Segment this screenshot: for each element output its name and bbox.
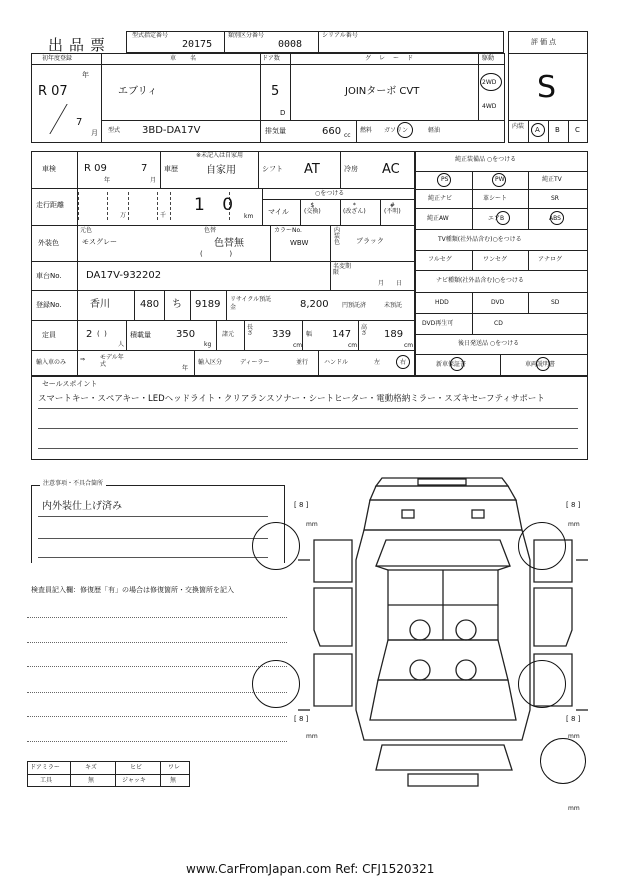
drive-2wd: 2WD xyxy=(482,79,497,86)
class-no-label: 類別区分番号 xyxy=(228,32,265,39)
equip-tv: 純正TV xyxy=(542,176,562,183)
model-year-label: モデル年式 xyxy=(100,354,124,369)
capacity: 2 xyxy=(86,329,93,340)
model-year-unit: 年 xyxy=(182,365,189,372)
mile-label: マイル xyxy=(268,208,289,216)
cm-unit-2: cm xyxy=(348,342,358,349)
inspector-label: 検査員記入欄：修復歴「有」の場合は修復箇所・交換箇所を記入 xyxy=(31,586,234,594)
ext-color-label: 外装色 xyxy=(38,239,59,247)
caution-text: 内外装仕上げ済み xyxy=(42,501,122,512)
reg-area: 香川 xyxy=(90,299,110,310)
insp-year: R 09 xyxy=(84,163,107,174)
usage-note: ※未記入は自家用 xyxy=(196,152,244,159)
cm-unit-3: cm xyxy=(404,342,414,349)
ac: AC xyxy=(382,162,400,177)
insp-month: 7 xyxy=(141,163,148,174)
import-parallel: 並行 xyxy=(296,359,309,366)
width-label: 幅 xyxy=(306,331,313,338)
nav-cd: CD xyxy=(494,320,503,327)
equip-leather: 革シート xyxy=(483,195,508,202)
handle-right: 右 xyxy=(400,359,407,366)
tire-rl-value: 8 xyxy=(298,715,304,723)
equip-aw: 純正AW xyxy=(427,215,449,222)
equip-navi: 純正ナビ xyxy=(428,195,453,202)
displacement-label: 排気量 xyxy=(265,127,286,135)
reg-kana: ち xyxy=(172,299,182,310)
legend-v3: 無 xyxy=(170,777,177,784)
capacity-label: 定員 xyxy=(42,331,56,339)
tire-fl-icon xyxy=(252,522,300,570)
door-type: D xyxy=(280,109,286,117)
footer-ref[interactable]: www.CarFromJapan.com Ref: CFJ1520321 xyxy=(186,862,435,876)
year-unit: 年 xyxy=(82,71,89,79)
fuel-diesel: 軽油 xyxy=(428,127,441,134)
sen-unit: 千 xyxy=(160,212,167,219)
tampered-label: * (改ざん) xyxy=(343,202,366,215)
handle-label: ハンドル xyxy=(324,359,349,366)
tire-rr-value: 8 xyxy=(570,715,576,723)
usage: 自家用 xyxy=(206,165,236,176)
man-unit: 万 xyxy=(120,212,127,219)
month-unit: 月 xyxy=(91,129,98,137)
doors: 5 xyxy=(271,84,280,99)
insp-month-unit: 月 xyxy=(150,177,157,184)
equip-airbag: エアB xyxy=(488,215,505,222)
car-name-label: 車名 xyxy=(170,55,211,62)
fuel-gasoline: ガソリン xyxy=(384,127,409,134)
legend-h3: ワレ xyxy=(168,764,181,771)
tire-fr-depth: [ 8 ] xyxy=(566,501,581,509)
doc-manual-circle xyxy=(536,357,550,371)
color-no-label: カラーNo. xyxy=(274,227,302,234)
handle-right-circle xyxy=(396,355,410,369)
equip-sr: SR xyxy=(551,195,559,202)
door-label: ドア数 xyxy=(262,55,280,62)
grade: JOINターボ CVT xyxy=(345,86,420,97)
insp-year-unit: 年 xyxy=(104,177,111,184)
tire-spare-mm: mm xyxy=(568,805,580,812)
tire-rl-mm: mm xyxy=(306,733,318,740)
tire-fl-value: 8 xyxy=(298,501,304,509)
legend-v0: 工具 xyxy=(40,777,53,784)
person-unit: 人 xyxy=(118,341,125,348)
fuel-label: 燃料 xyxy=(360,127,373,134)
class-no: 0008 xyxy=(278,39,303,50)
caution-box xyxy=(31,485,285,563)
color-no: WBW xyxy=(290,239,309,247)
tire-rl-icon xyxy=(252,660,300,708)
eval-score: S xyxy=(537,70,557,105)
tire-rl-depth: [ 8 ] xyxy=(294,715,309,723)
tire-rr-depth: [ 8 ] xyxy=(566,715,581,723)
mileage-label: 走行距離 xyxy=(36,201,64,209)
name-change-label: 名変期限 xyxy=(333,263,352,276)
orig-color: モスグレー xyxy=(82,238,117,246)
legend-v1: 無 xyxy=(88,777,95,784)
load-label: 積載量 xyxy=(130,331,151,339)
cc-unit: cc xyxy=(344,132,351,139)
fuel-circle xyxy=(397,122,413,138)
eval-label: 評価点 xyxy=(531,38,558,46)
mileage-digit-boxes xyxy=(78,192,108,220)
reg-label: 登録No. xyxy=(36,301,62,309)
equip-airbag-circle xyxy=(496,211,510,225)
color-paren: ( ) xyxy=(200,250,233,258)
tire-fl-mm: mm xyxy=(306,521,318,528)
displacement: 660 xyxy=(322,126,342,137)
docs-title: 後日発送品 ○をつける xyxy=(458,340,520,347)
equip-abs-circle xyxy=(550,211,564,225)
height: 189 xyxy=(384,329,404,340)
equip-title: 純正装備品 ○をつける xyxy=(455,156,517,163)
doc-manual: 車両説明書 xyxy=(525,361,556,368)
interior-a-circle xyxy=(531,123,545,137)
inspection-label: 車検 xyxy=(42,165,56,173)
km-unit: km xyxy=(244,213,254,220)
recycle-label: リサイクル預託金 xyxy=(230,296,272,311)
equip-ps: PS xyxy=(441,176,449,183)
tv-oneseg: ワンセグ xyxy=(483,256,508,263)
equip-abs: ABS xyxy=(549,215,561,222)
dims-label: 諸元 xyxy=(222,331,235,338)
reg-num: 9189 xyxy=(195,299,221,310)
legend-h2: ヒビ xyxy=(130,764,143,771)
import-dealer: ディーラー xyxy=(240,359,270,366)
orig-color-label: 元色 xyxy=(80,227,93,234)
page-title: 出品票 xyxy=(48,36,112,54)
handle-left: 左 xyxy=(374,359,381,366)
model: 3BD-DA17V xyxy=(142,125,201,136)
import-label: 輸入車のみ xyxy=(36,359,67,366)
import-class-label: 輸入区分 xyxy=(198,359,223,366)
nav-title: ナビ種類(社外品含む)○をつける xyxy=(436,277,524,284)
width: 147 xyxy=(332,329,352,340)
length-label: 長さ xyxy=(247,324,254,337)
tire-fr-icon xyxy=(518,522,566,570)
tv-analog: アナログ xyxy=(538,256,563,263)
car-name: エブリィ xyxy=(118,86,158,97)
caution-label: 注意事項・不具合箇所 xyxy=(40,481,106,487)
interior-label: 内装 xyxy=(512,123,525,130)
first-reg-label: 初年度登録 xyxy=(42,55,73,62)
drive-2wd-circle xyxy=(480,73,502,91)
first-reg-month: 7 xyxy=(76,117,83,128)
drive-label: 駆動 xyxy=(482,55,495,62)
unknown-label: # (不明) xyxy=(384,202,401,215)
usage-label: 車歴 xyxy=(164,165,178,173)
doc-warranty-circle xyxy=(450,357,464,371)
nav-sd: SD xyxy=(551,299,560,306)
color-code-label: 色替 xyxy=(204,227,217,234)
chassis-label: 車台No. xyxy=(36,272,62,280)
recycle: 8,200 xyxy=(300,299,329,310)
load: 350 xyxy=(176,329,196,340)
equip-pw-circle xyxy=(492,173,506,187)
interior-b: B xyxy=(555,126,560,134)
shift-label: シフト xyxy=(262,165,283,173)
int-color: ブラック xyxy=(356,237,384,245)
model-label: 型式 xyxy=(108,127,121,134)
doc-warranty: 新車保証書 xyxy=(436,361,467,368)
circle-note: ○をつける xyxy=(315,190,345,197)
mileage-digit-boxes-2 xyxy=(128,192,158,220)
arrow-icon: ⇒ xyxy=(80,356,86,363)
grade-label: グレード xyxy=(365,55,422,62)
legend-h1: キズ xyxy=(85,764,97,771)
interior-a: A xyxy=(535,126,540,134)
tire-rr-mm: mm xyxy=(568,733,580,740)
serial-label: シリアル番号 xyxy=(322,32,358,39)
chassis: DA17V-932202 xyxy=(86,270,162,281)
nav-dvd: DVD xyxy=(491,299,505,306)
sales-text: スマートキー・スペアキー・LEDヘッドライト・クリアランスソナー・シートヒーター・電動格納ミラー・スズキセーフティサポート xyxy=(38,394,545,404)
tire-fl-depth: [ 8 ] xyxy=(294,501,309,509)
exchange-label: $ (交換) xyxy=(304,202,321,215)
nav-dvd-play: DVD再生可 xyxy=(422,320,454,327)
length: 339 xyxy=(272,329,292,340)
tire-fr-value: 8 xyxy=(570,501,576,509)
ac-label: 冷房 xyxy=(344,165,358,173)
tire-spare-icon xyxy=(540,738,586,784)
color-changed: 色替無 xyxy=(214,238,244,249)
tv-title: TV種類(社外品含む)○をつける xyxy=(438,236,522,243)
first-reg-year: R 07 xyxy=(38,84,68,99)
type-no-label: 型式指定番号 xyxy=(132,32,169,39)
capacity-paren: ( ) xyxy=(97,330,107,338)
nav-hdd: HDD xyxy=(435,299,449,306)
tv-fullseg: フルセグ xyxy=(428,256,452,263)
recycle-unit: 円預託済 xyxy=(342,302,367,309)
shift: AT xyxy=(304,162,320,177)
legend-h0: ドアミラー xyxy=(30,764,60,771)
equip-ps-circle xyxy=(437,173,451,187)
interior-c: C xyxy=(575,126,580,134)
sales-label: セールスポイント xyxy=(42,380,98,388)
drive-4wd: 4WD xyxy=(482,103,497,110)
mileage: 1 0 xyxy=(194,195,240,215)
legend-v2: ジャッキ xyxy=(122,777,146,784)
recycle-no: 未預託 xyxy=(384,302,403,309)
kg-unit: kg xyxy=(204,341,212,348)
tire-fr-mm: mm xyxy=(568,521,580,528)
type-no: 20175 xyxy=(182,39,213,50)
reg-class: 480 xyxy=(140,299,160,310)
equip-pw: PW xyxy=(495,176,505,183)
int-color-label: 内装色 xyxy=(334,227,341,246)
cm-unit-1: cm xyxy=(293,342,303,349)
tire-rr-icon xyxy=(518,660,566,708)
name-change-date: 月 日 xyxy=(378,280,403,287)
height-label: 高さ xyxy=(361,324,368,337)
